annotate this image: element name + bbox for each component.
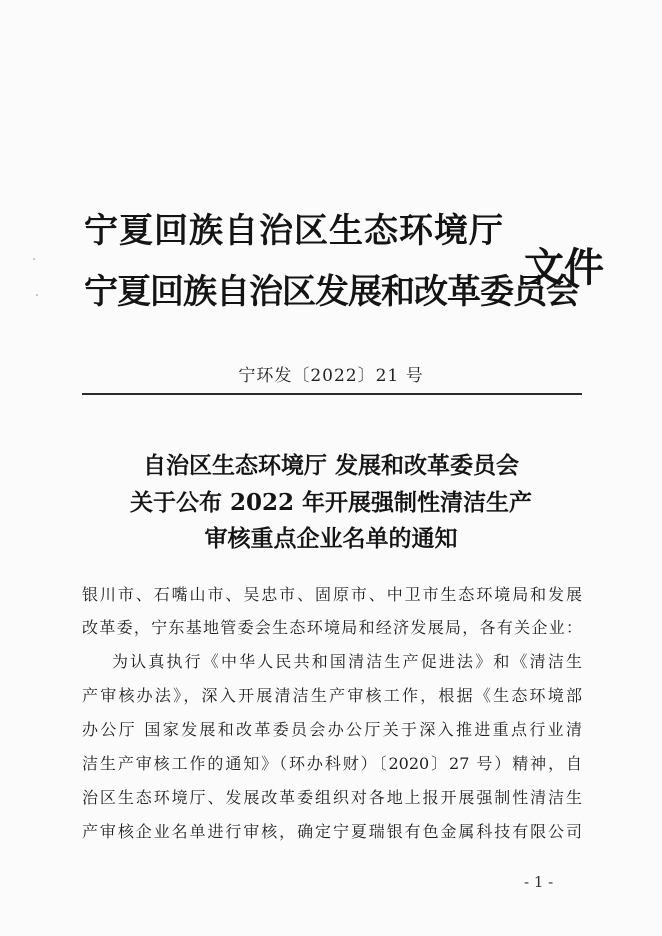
scan-speck [36, 294, 38, 296]
document-type-label: 文件 [524, 244, 604, 291]
recipients-line-1: 银川市、石嘴山市、吴忠市、固原市、中卫市生态环境局和发展 [82, 585, 582, 604]
header-divider [82, 393, 582, 395]
body-paragraph-line-2: 产审核办法》，深入开展清洁生产审核工作，根据《生态环境部 [82, 686, 582, 705]
notice-title-line-3: 审核重点企业名单的通知 [204, 525, 458, 552]
body-paragraph-line-3: 办公厅 国家发展和改革委员会办公厅关于深入推进重点行业清 [82, 720, 582, 739]
notice-title-line-1: 自治区生态环境厅 发展和改革委员会 [142, 452, 519, 479]
issuing-org-environment: 宁夏回族自治区生态环境厅 [84, 211, 504, 251]
notice-title-line-2: 关于公布 2022 年开展强制性清洁生产 [129, 489, 533, 516]
body-paragraph-line-4: 洁生产审核工作的通知》（环办科财）〔2020〕27 号）精神，自 [82, 754, 582, 773]
body-paragraph-line-6: 产审核企业名单进行审核，确定宁夏瑞银有色金属科技有限公司 [82, 822, 582, 841]
issuing-org-development-reform: 宁夏回族自治区发展和改革委员会 [84, 272, 579, 312]
page-number: - 1 - [524, 873, 554, 891]
body-paragraph-line-1: 为认真执行《中华人民共和国清洁生产促进法》和《清洁生 [112, 652, 582, 671]
body-paragraph-line-5: 治区生态环境厅、发展改革委组织对各地上报开展强制性清洁生 [82, 788, 582, 807]
recipients-line-2: 改革委，宁东基地管委会生态环境局和经济发展局，各有关企业： [82, 618, 582, 637]
scan-speck [33, 258, 35, 260]
document-number: 宁环发〔2022〕21 号 [238, 366, 424, 386]
